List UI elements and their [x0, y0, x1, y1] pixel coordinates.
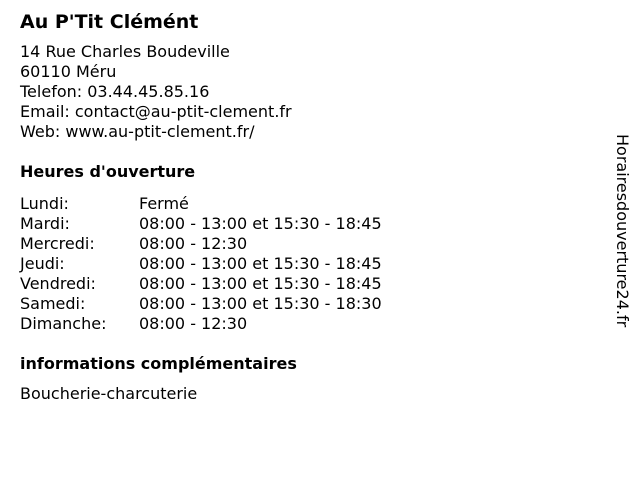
hours-row-sunday: [20, 314, 580, 334]
watermark-text: Horairesdouverture24.fr: [613, 134, 632, 328]
day-label: Jeudi:: [20, 254, 65, 273]
day-label: Mardi:: [20, 214, 70, 233]
info-text: Boucherie-charcuterie: [20, 384, 198, 403]
business-card: [20, 10, 580, 404]
hours-row-thursday: [20, 254, 580, 274]
hours-table: [20, 194, 580, 334]
info-heading: informations complémentaires: [20, 354, 297, 373]
phone-line: Telefon: 03.44.45.85.16: [20, 82, 210, 101]
site-watermark: [612, 134, 632, 374]
hours-heading: Heures d'ouverture: [20, 162, 196, 181]
day-label: Mercredi:: [20, 234, 95, 253]
hours-row-saturday: [20, 294, 580, 314]
time-value: 08:00 - 13:00 et 15:30 - 18:45: [139, 254, 382, 273]
time-value: 08:00 - 13:00 et 15:30 - 18:45: [139, 214, 382, 233]
city-line: 60110 Méru: [20, 62, 117, 81]
address-block: [20, 42, 580, 142]
web-line: Web: www.au-ptit-clement.fr/: [20, 122, 255, 141]
hours-row-tuesday: [20, 214, 580, 234]
day-label: Vendredi:: [20, 274, 96, 293]
time-value: 08:00 - 13:00 et 15:30 - 18:30: [139, 294, 382, 313]
time-value: Fermé: [139, 194, 189, 213]
time-value: 08:00 - 13:00 et 15:30 - 18:45: [139, 274, 382, 293]
day-label: Dimanche:: [20, 314, 107, 333]
time-value: 08:00 - 12:30: [139, 314, 248, 333]
hours-row-friday: [20, 274, 580, 294]
day-label: Samedi:: [20, 294, 86, 313]
hours-row-monday: [20, 194, 580, 214]
time-value: 08:00 - 12:30: [139, 234, 248, 253]
hours-row-wednesday: [20, 234, 580, 254]
street-line: 14 Rue Charles Boudeville: [20, 42, 230, 61]
business-name: Au P'Tit Clémént: [20, 11, 199, 33]
email-line: Email: contact@au-ptit-clement.fr: [20, 102, 292, 121]
day-label: Lundi:: [20, 194, 69, 213]
